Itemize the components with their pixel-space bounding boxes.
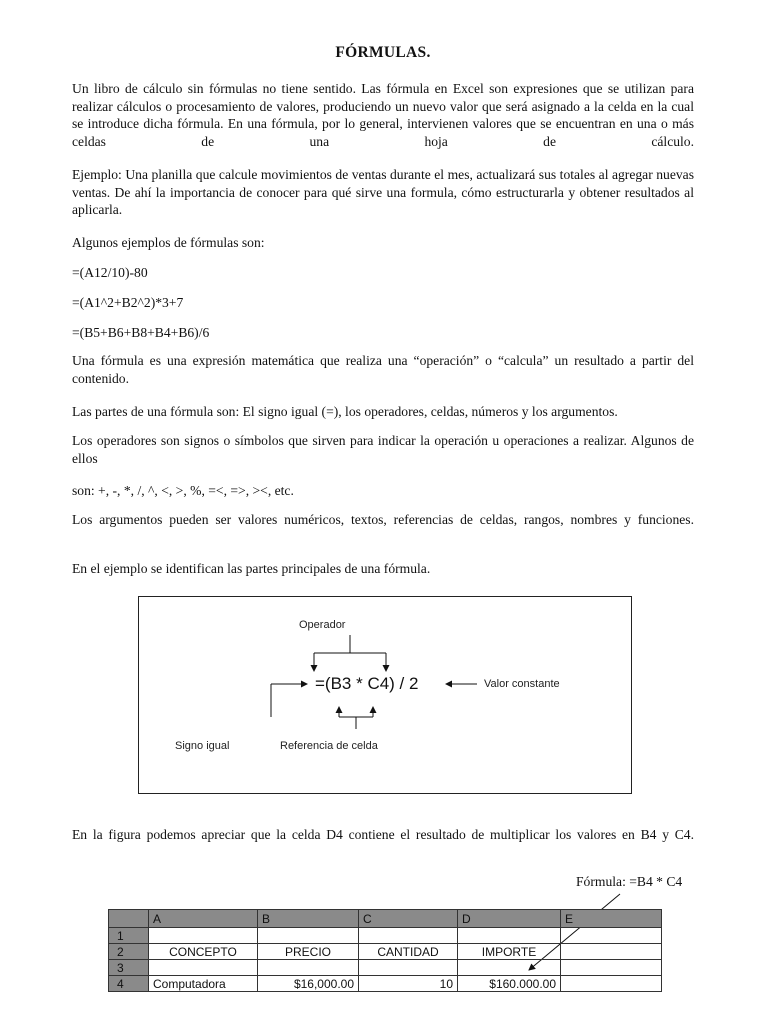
corner-cell [109, 910, 149, 928]
cell-c1 [359, 928, 458, 944]
row-number: 2 [109, 944, 149, 960]
cell-d2: IMPORTE [458, 944, 561, 960]
cell-c2: CANTIDAD [359, 944, 458, 960]
cell-d4: $160.000.00 [458, 976, 561, 992]
column-header-d: D [458, 910, 561, 928]
cell-e3 [561, 960, 662, 976]
paragraph-examples-lead: Algunos ejemplos de fórmulas son: [72, 235, 265, 250]
paragraph-arguments: Los argumentos pueden ser valores numéricos, textos, referencias de celdas, rangos, nombres y funciones. [72, 512, 694, 527]
cell-c3 [359, 960, 458, 976]
column-header-b: B [258, 910, 359, 928]
cell-e1 [561, 928, 662, 944]
paragraph-definition: Una fórmula es una expresión matemática que realiza una “operación” o “calcula” un resultado a partir del contenido. [72, 353, 694, 386]
cell-d1 [458, 928, 561, 944]
formula-callout: Fórmula: =B4 * C4 [576, 874, 683, 889]
column-header-a: A [149, 910, 258, 928]
row-number: 1 [109, 928, 149, 944]
cell-a2: CONCEPTO [149, 944, 258, 960]
cell-b1 [258, 928, 359, 944]
cell-e2 [561, 944, 662, 960]
paragraph-operators: Los operadores son signos o símbolos que sirven para indicar la operación u operaciones a realizar. Algunos de ellos [72, 433, 694, 466]
table-row [109, 928, 662, 944]
label-signo-igual: Signo igual [175, 740, 230, 752]
diagram-arrows [139, 597, 633, 795]
label-referencia-celda: Referencia de celda [280, 740, 378, 752]
formula-example-2: =(A1^2+B2^2)*3+7 [72, 295, 184, 310]
cell-a4: Computadora [149, 976, 258, 992]
row-number: 4 [109, 976, 149, 992]
column-header-c: C [359, 910, 458, 928]
paragraph-example: Ejemplo: Una planilla que calcule movimientos de ventas durante el mes, actualizará sus totales al agregar nuevas ventas. De ahí la importancia de conocer para qué sirve una formula, cómo estructurarla y obtener resultados al aplicarla. [72, 167, 694, 217]
paragraph-intro: Un libro de cálculo sin fórmulas no tiene sentido. Las fórmula en Excel son expresiones que se utilizan para realizar cálculos o procesamiento de valores, produciendo un nuevo valor que será asignado a la celda en la cual se introduce dicha fórmula. En una fórmula, por lo general, intervienen valores que se encuentran en una o más celdas de una hoja de cálculo. [72, 81, 694, 149]
cell-b3 [258, 960, 359, 976]
cell-a3 [149, 960, 258, 976]
row-number: 3 [109, 960, 149, 976]
column-header-row [109, 910, 662, 928]
cell-c4: 10 [359, 976, 458, 992]
formula-example-1: =(A12/10)-80 [72, 265, 148, 280]
table-row [109, 976, 662, 992]
cell-d3 [458, 960, 561, 976]
label-valor-constante: Valor constante [484, 678, 560, 690]
table-row [109, 944, 662, 960]
formula-example-3: =(B5+B6+B8+B4+B6)/6 [72, 325, 210, 340]
formula-parts-diagram [138, 596, 632, 794]
cell-b2: PRECIO [258, 944, 359, 960]
cell-b4: $16,000.00 [258, 976, 359, 992]
cell-a1 [149, 928, 258, 944]
paragraph-diagram-intro: En el ejemplo se identifican las partes principales de una fórmula. [72, 561, 431, 576]
page-title: FÓRMULAS. [335, 44, 431, 61]
cell-e4 [561, 976, 662, 992]
paragraph-parts: Las partes de una fórmula son: El signo igual (=), los operadores, celdas, números y los argumentos. [72, 404, 618, 419]
label-operador: Operador [299, 619, 346, 631]
paragraph-figure-explanation: En la figura podemos apreciar que la celda D4 contiene el resultado de multiplicar los valores en B4 y C4. [72, 827, 694, 842]
table-row [109, 960, 662, 976]
paragraph-operator-list: son: +, -, *, /, ^, <, >, %, =<, =>, ><, etc. [72, 483, 294, 498]
spreadsheet-example [108, 909, 662, 992]
diagram-formula: =(B3 * C4) / 2 [315, 674, 419, 693]
column-header-e: E [561, 910, 662, 928]
